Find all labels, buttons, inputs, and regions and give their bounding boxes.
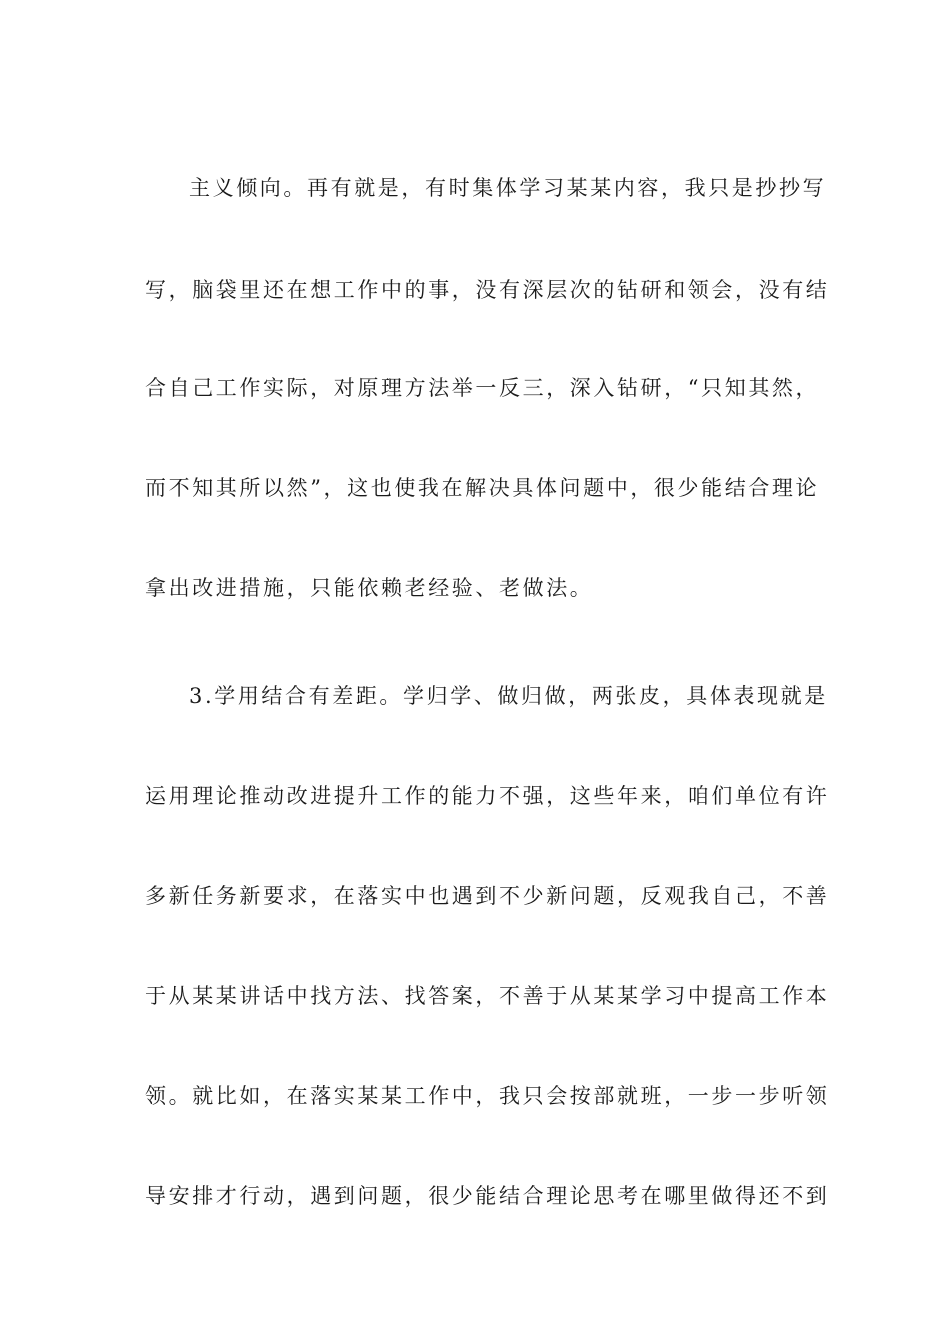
text-line: 导安排才行动，遇到问题，很少能结合理论思考在哪里做得还不到 xyxy=(145,1184,830,1208)
text-line: 写，脑袋里还在想工作中的事，没有深层次的钻研和领会，没有结 xyxy=(145,278,830,302)
text-line: 于从某某讲话中找方法、找答案，不善于从某某学习中提高工作本 xyxy=(145,984,830,1008)
text-line: 运用理论推动改进提升工作的能力不强，这些年来，咱们单位有许 xyxy=(145,784,830,808)
text-line: 3.学用结合有差距。学归学、做归做，两张皮，具体表现就是 xyxy=(189,684,828,708)
text-line: 多新任务新要求，在落实中也遇到不少新问题，反观我自己，不善 xyxy=(145,884,830,908)
text-line: 主义倾向。再有就是，有时集体学习某某内容，我只是抄抄写 xyxy=(189,176,827,200)
text-line: 领。就比如，在落实某某工作中，我只会按部就班，一步一步听领 xyxy=(145,1084,830,1108)
text-line: 合自己工作实际，对原理方法举一反三，深入钻研，“只知其然， xyxy=(145,376,820,400)
text-line: 拿出改进措施，只能依赖老经验、老做法。 xyxy=(145,576,594,600)
text-line: 而不知其所以然”，这也使我在解决具体问题中，很少能结合理论 xyxy=(145,476,820,500)
